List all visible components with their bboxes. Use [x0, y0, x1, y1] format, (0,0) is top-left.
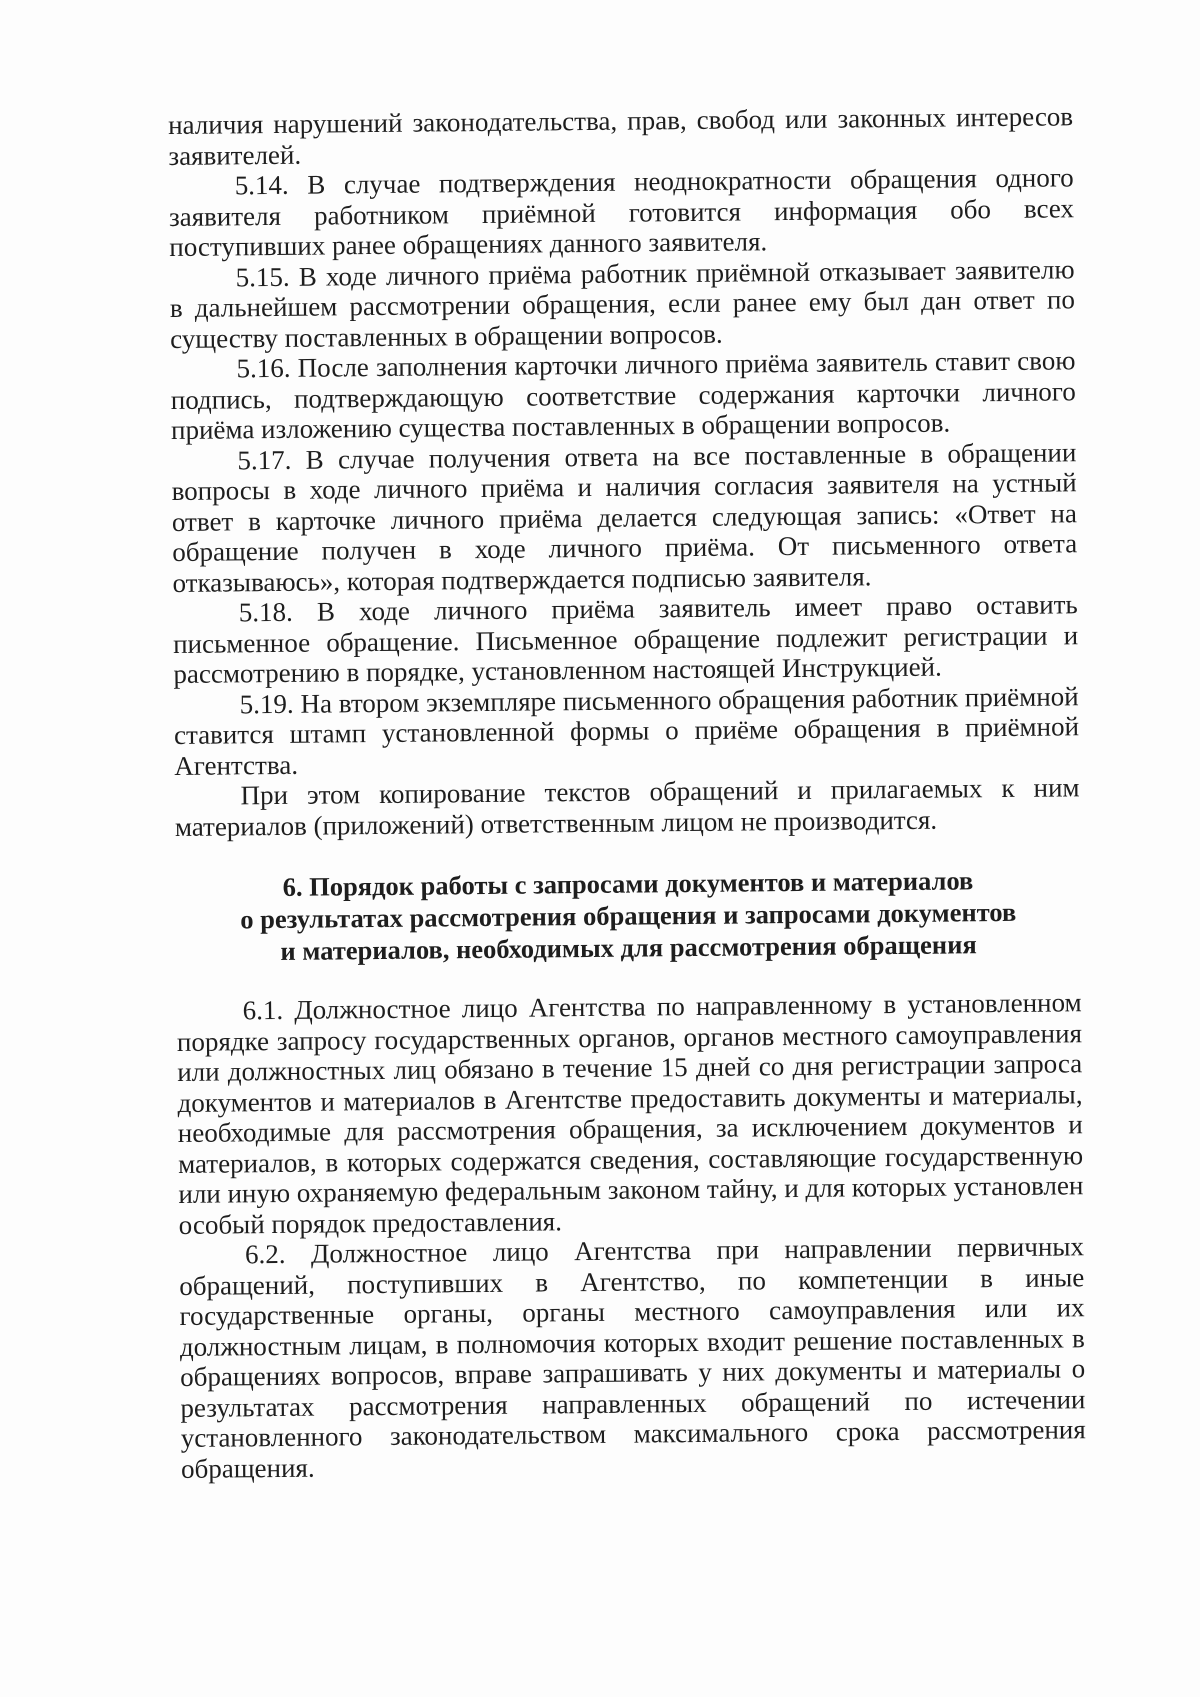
- section-6-heading: [175, 863, 1081, 968]
- paragraph-5-15: 5.15. В ходе личного приёма работник приёмной отказывает заявителю в дальнейшем рассмотрении обращения, если ранее ему был дан ответ по существу поставленных в обращении вопросов.: [169, 253, 1076, 354]
- document-body: [168, 101, 1086, 1484]
- paragraph-5-19: 5.19. На втором экземпляре письменного обращения работник приёмной ставится штамп установленной формы о приёме обращения в приёмной Агентства.: [173, 680, 1080, 781]
- paragraph-5-14: 5.14. В случае подтверждения неоднократности обращения одного заявителя работником приёмной готовится информация обо всех поступивших ранее обращениях данного заявителя.: [168, 162, 1075, 262]
- paragraph-5-16: 5.16. После заполнения карточки личного приёма заявитель ставит свою подпись, подтверждающую соответствие содержания карточки личного приёма изложению существа поставленных в обращении вопросов.: [170, 345, 1076, 445]
- section-6-heading-line: о результатах рассмотрения обращения и запросами документов: [240, 896, 1017, 935]
- paragraph-5-18: 5.18. В ходе личного приёма заявитель имеет право оставить письменное обращение. Письменное обращение подлежит регистрации и рассмотрению в порядке, установленном настоящей Инструкцией.: [172, 589, 1079, 689]
- paragraph-5-17: 5.17. В случае получения ответа на все поставленные в обращении вопросы в ходе личного приёма и наличия согласия заявителя на устный ответ в карточке личного приёма делается следующая запись: «Ответ на обращение получен в ходе личного приёма. От письменного ответа отказываюсь», которая подтверждается подписью заявителя.: [171, 436, 1078, 598]
- paragraph-6-1: 6.1. Должностное лицо Агентства по направленному в установленном порядке запросу государственных органов, органов местного самоуправления или должностных лиц обязано в течение 15 дней со дня регистрации запроса документов и материалов в Агентстве предоставить документы и материалы, необходимые для рассмотрения обращения, за исключением документов и материалов, в которых содержатся сведения, составляющие государственную или иную охраняемую федеральным законом тайну, и для которых установлен особый порядок предоставления.: [176, 987, 1084, 1240]
- paragraph-copying-note: При этом копирование текстов обращений и прилагаемых к ним материалов (приложений) ответственным лицом не производится.: [174, 772, 1080, 842]
- section-6-heading-line: 6. Порядок работы с запросами документов и материалов: [282, 865, 974, 902]
- paragraph-6-2: 6.2. Должностное лицо Агентства при направлении первичных обращений, поступивших в Агентство, по компетенции в иные государственные органы, органы местного самоуправления или их должностным лицам, в полномочия которых входит решение поставленных в обращениях вопросов, вправе запрашивать у них документы и материалы о результатах рассмотрения направленных обращений по истечении установленного законодательством максимального срока рассмотрения обращения.: [179, 1231, 1086, 1484]
- paragraph-continuation: наличия нарушений законодательства, прав, свобод или законных интересов заявителей.: [168, 101, 1074, 171]
- section-6-heading-line: и материалов, необходимых для рассмотрения обращения: [280, 929, 977, 966]
